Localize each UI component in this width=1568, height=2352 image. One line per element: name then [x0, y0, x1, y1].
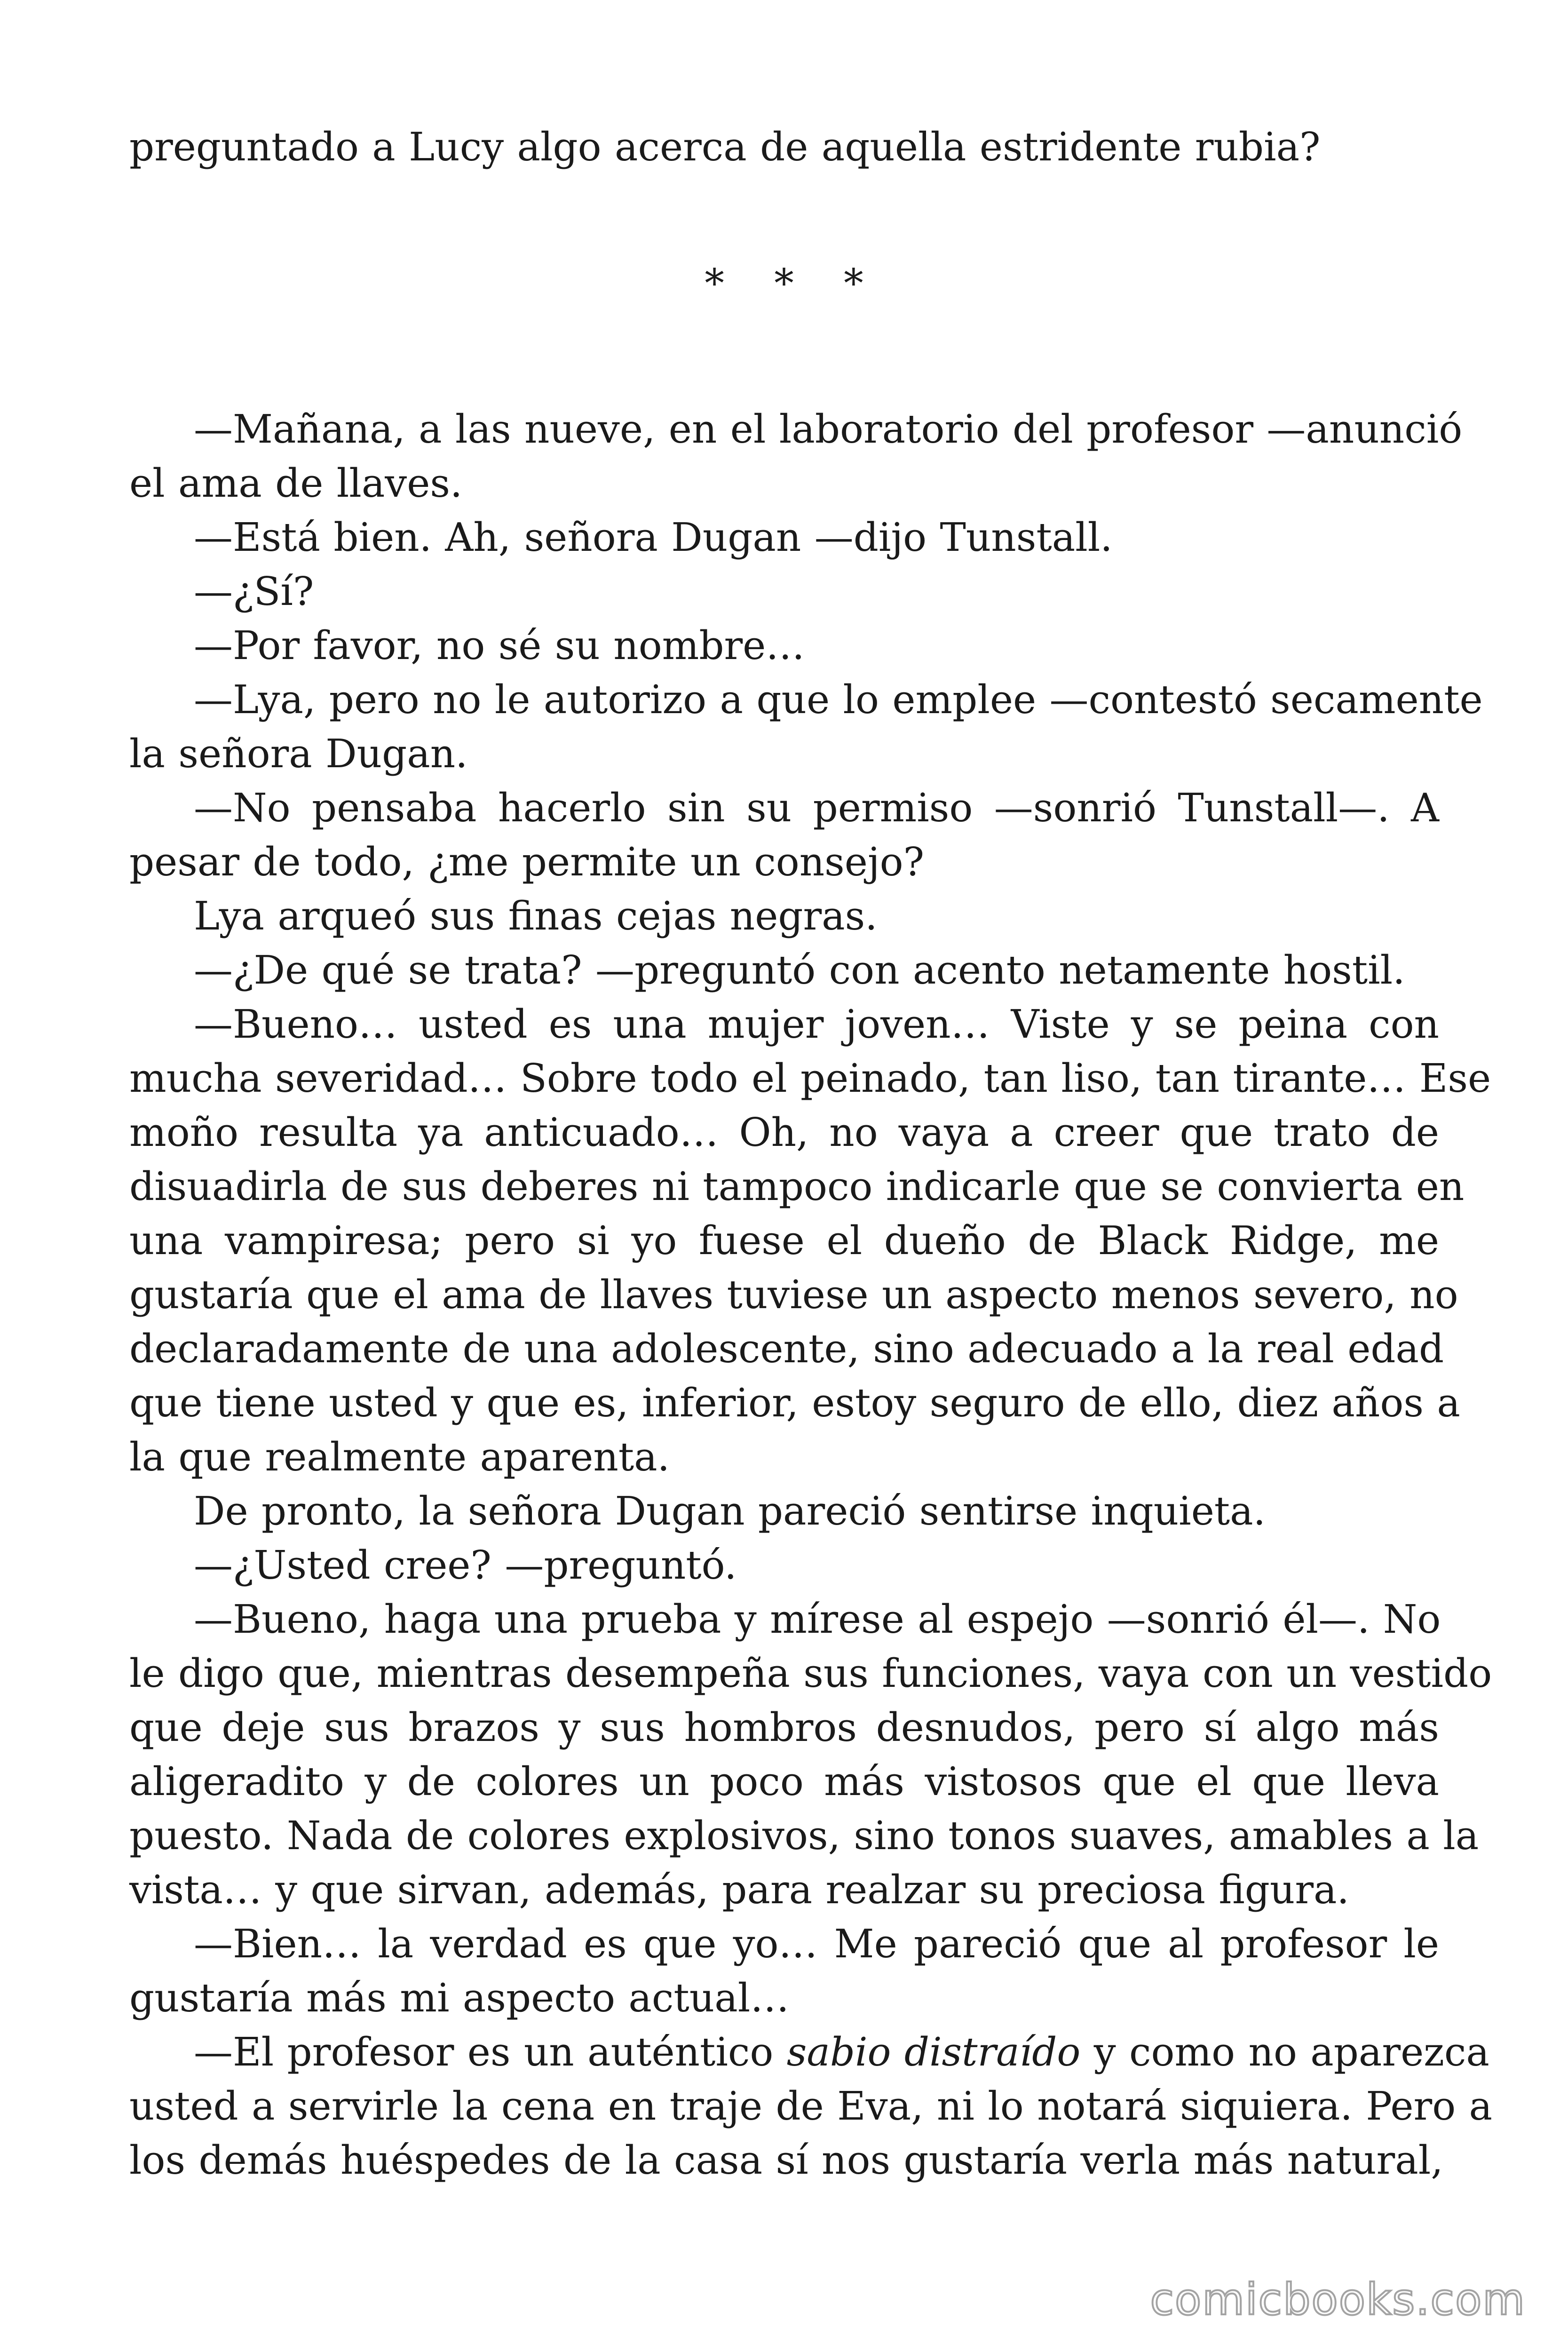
text-line: —Está bien. Ah, señora Dugan —dijo Tunstall. — [194, 515, 1113, 560]
text-line: pesar de todo, ¿me permite un consejo? — [129, 839, 925, 885]
text-line: mucha severidad… Sobre todo el peinado, tan liso, tan tirante… Ese — [129, 1056, 1491, 1101]
text-line: —No pensaba hacerlo sin su permiso —sonrió Tunstall—. A — [194, 785, 1439, 831]
text-line: declaradamente de una adolescente, sino adecuado a la real edad — [129, 1326, 1444, 1372]
text-line: puesto. Nada de colores explosivos, sino tonos suaves, amables a la — [129, 1813, 1479, 1859]
text-segment: —El profesor es un auténtico — [194, 2029, 787, 2075]
text-line: —Bien… la verdad es que yo… Me pareció que al profesor le — [194, 1921, 1439, 1967]
text-line: gustaría que el ama de llaves tuviese un aspecto menos severo, no — [129, 1272, 1458, 1318]
text-line: gustaría más mi aspecto actual… — [129, 1975, 790, 2021]
text-line: aligeradito y de colores un poco más vistosos que el que lleva — [129, 1759, 1439, 1804]
text-line: —¿Usted cree? —preguntó. — [194, 1542, 737, 1588]
text-line: que tiene usted y que es, inferior, estoy seguro de ello, diez años a — [129, 1380, 1460, 1426]
text-line — [129, 2025, 1489, 2079]
text-line: —Por favor, no sé su nombre… — [194, 623, 805, 668]
text-line: le digo que, mientras desempeña sus funciones, vaya con un vestido — [129, 1651, 1492, 1696]
text-line: —Bueno… usted es una mujer joven… Viste y se peina con — [194, 1001, 1439, 1047]
text-line: —¿De qué se trata? —preguntó con acento netamente hostil. — [194, 947, 1405, 993]
text-line: disuadirla de sus deberes ni tampoco indicarle que se convierta en — [129, 1164, 1465, 1209]
text-line: vista… y que sirvan, además, para realzar su preciosa figura. — [129, 1867, 1349, 1913]
text-line: De pronto, la señora Dugan pareció sentirse inquieta. — [194, 1488, 1266, 1534]
watermark-logo: comicbooks.com — [1150, 2274, 1526, 2325]
text-line: los demás huéspedes de la casa sí nos gustaría verla más natural, — [129, 2137, 1443, 2183]
text-line: Lya arqueó sus finas cejas negras. — [194, 893, 878, 939]
text-line: —¿Sí? — [194, 569, 314, 614]
text-line: preguntado a Lucy algo acerca de aquella estridente rubia? — [129, 124, 1321, 170]
opening-text — [129, 120, 1439, 174]
text-line: —Lya, pero no le autorizo a que lo emplee —contestó secamente — [194, 677, 1483, 723]
text-line: moño resulta ya anticuado… Oh, no vaya a creer que trato de — [129, 1110, 1439, 1155]
text-line: la que realmente aparenta. — [129, 1434, 670, 1480]
text-line: —Bueno, haga una prueba y mírese al espejo —sonrió él—. No — [194, 1597, 1441, 1642]
text-line: —Mañana, a las nueve, en el laboratorio del profesor —anunció — [194, 406, 1463, 452]
text-line: la señora Dugan. — [129, 731, 468, 777]
text-line: una vampiresa; pero si yo fuese el dueño de Black Ridge, me — [129, 1218, 1439, 1263]
section-separator: * * * — [705, 261, 882, 306]
body-text — [129, 402, 1493, 2187]
italic-phrase: sabio distraído — [786, 2029, 1081, 2075]
text-line: el ama de llaves. — [129, 461, 463, 506]
text-segment: y como no aparezca — [1080, 2029, 1489, 2075]
text-line: que deje sus brazos y sus hombros desnudos, pero sí algo más — [129, 1705, 1439, 1750]
text-line: usted a servirle la cena en traje de Eva, ni lo notará siquiera. Pero a — [129, 2083, 1493, 2129]
